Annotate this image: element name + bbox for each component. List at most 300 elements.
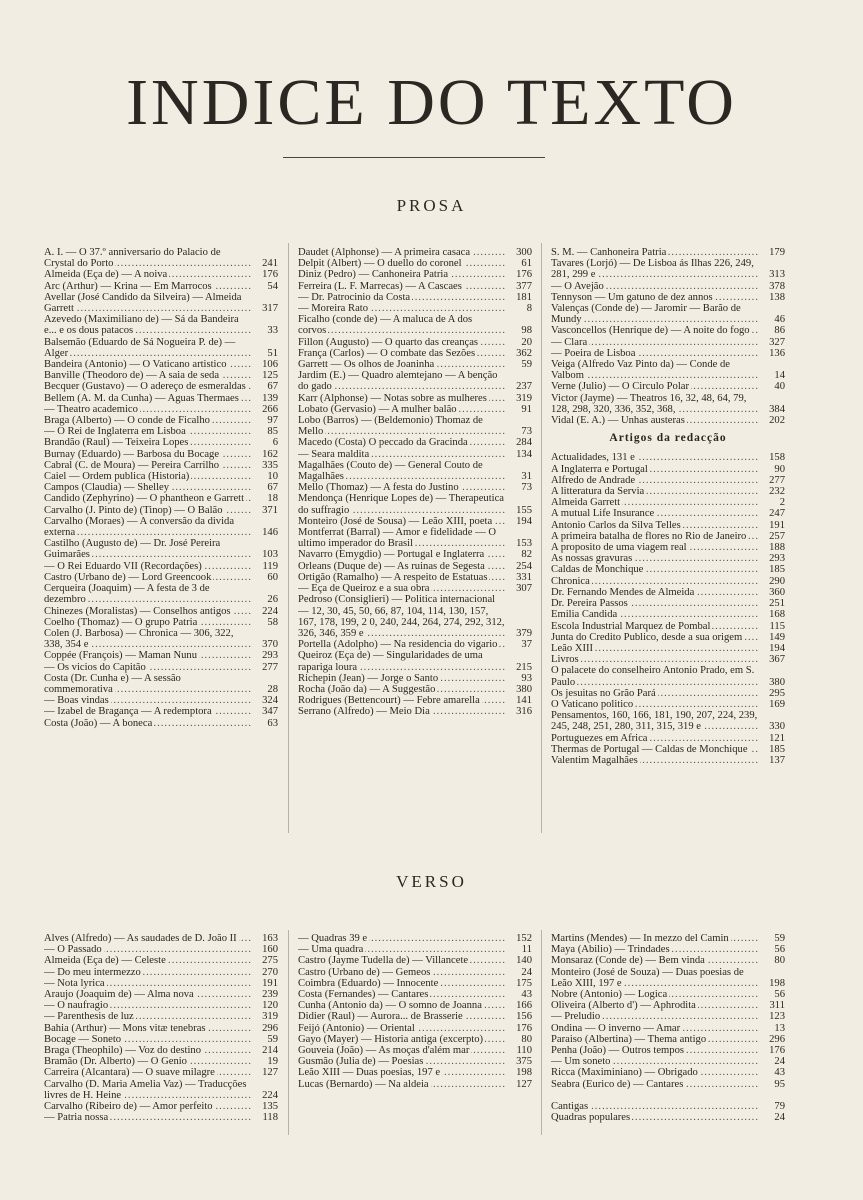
entry-page-number: 327 bbox=[769, 336, 785, 348]
entry-page-number: 79 bbox=[774, 1100, 785, 1112]
entry-title: Rodrigues (Bettencourt) — Febre amarella bbox=[298, 695, 480, 707]
entry-page-number: 28 bbox=[267, 683, 278, 695]
entry-title: Portella (Adolpho) — Na residencia do vigario bbox=[298, 639, 498, 651]
entry-page-number: 33 bbox=[267, 325, 278, 337]
entry-page-number: 24 bbox=[774, 1056, 785, 1068]
entry-page-number: 324 bbox=[262, 695, 278, 707]
entry-page-number: 139 bbox=[262, 392, 278, 404]
entry-page-number: 13 bbox=[774, 1022, 785, 1034]
index-entry bbox=[551, 621, 785, 632]
entry-page-number: 367 bbox=[769, 654, 785, 666]
entry-page-number: 95 bbox=[774, 1078, 785, 1090]
index-entry bbox=[551, 688, 785, 699]
entry-page-number: 97 bbox=[267, 415, 278, 427]
index-entry bbox=[551, 699, 785, 710]
entry-page-number: 125 bbox=[262, 370, 278, 382]
entry-title: A proposito de uma viagem real bbox=[551, 542, 687, 554]
entry-page-number: 319 bbox=[262, 1011, 278, 1023]
entry-page-number: 290 bbox=[769, 575, 785, 587]
entry-page-number: 82 bbox=[521, 549, 532, 561]
index-entry bbox=[44, 449, 278, 460]
entry-page-number: 371 bbox=[262, 504, 278, 516]
entry-title: Azevedo (Maximiliano de) — Sá da Bandeira e... e os dous patacos bbox=[44, 314, 239, 337]
entry-title: Quadras populares bbox=[551, 1112, 631, 1124]
column-divider bbox=[541, 243, 542, 833]
entry-title: — Uma quadra bbox=[298, 944, 364, 956]
entry-page-number: 380 bbox=[516, 683, 532, 695]
entry-page-number: 152 bbox=[516, 933, 532, 944]
index-entry bbox=[551, 755, 785, 766]
index-entry bbox=[551, 1023, 785, 1034]
entry-title: S. M. — Canhoneira Patria bbox=[551, 247, 667, 258]
entry-page-number: 136 bbox=[769, 347, 785, 359]
index-entry bbox=[298, 1079, 532, 1090]
entry-page-number: 60 bbox=[267, 571, 278, 583]
entry-page-number: 313 bbox=[769, 269, 785, 281]
index-entry bbox=[44, 381, 278, 392]
index-entry bbox=[44, 337, 278, 359]
index-entry bbox=[44, 650, 278, 661]
entry-title: Dr. Pereira Passos bbox=[551, 598, 628, 610]
entry-page-number: 10 bbox=[267, 471, 278, 483]
entry-page-number: 295 bbox=[769, 687, 785, 699]
entry-page-number: 120 bbox=[262, 1000, 278, 1012]
index-entry bbox=[551, 564, 785, 575]
entry-page-number: 247 bbox=[769, 508, 785, 520]
index-entry bbox=[551, 609, 785, 620]
index-entry bbox=[551, 989, 785, 1000]
column-divider bbox=[288, 243, 289, 833]
entry-page-number: 176 bbox=[516, 1022, 532, 1034]
index-entry bbox=[298, 1056, 532, 1067]
entry-page-number: 80 bbox=[774, 955, 785, 967]
entry-title: Bramão (Dr. Alberto) — O Genio bbox=[44, 1056, 187, 1068]
entry-page-number: 362 bbox=[516, 347, 532, 359]
entry-title: Nobre (Antonio) — Logica bbox=[551, 989, 668, 1001]
index-entry bbox=[44, 989, 278, 1000]
entry-page-number: 56 bbox=[774, 989, 785, 1001]
entry-page-number: 54 bbox=[267, 280, 278, 292]
index-entry bbox=[551, 497, 785, 508]
index-entry bbox=[298, 650, 532, 672]
entry-page-number: 61 bbox=[521, 258, 532, 270]
entry-title: — Do meu intermezzo bbox=[44, 966, 141, 978]
entry-title: As nossas gravuras bbox=[551, 553, 633, 565]
entry-page-number: 277 bbox=[769, 474, 785, 486]
index-entry bbox=[298, 673, 532, 684]
page-title: INDICE DO TEXTO bbox=[126, 66, 737, 139]
entry-page-number: 11 bbox=[521, 944, 532, 956]
entry-page-number: 188 bbox=[769, 542, 785, 554]
entry-title: Daudet (Alphonse) — A primeira casaca bbox=[298, 247, 471, 258]
entry-title: Dr. Fernando Mendes de Almeida bbox=[551, 586, 695, 598]
entry-title: Ficalho (conde de) — A maluca de A dos corvos bbox=[298, 314, 473, 337]
entry-title: Os jesuitas no Grão Pará bbox=[551, 687, 656, 699]
index-entry bbox=[44, 1034, 278, 1045]
index-entry bbox=[551, 733, 785, 744]
entry-title: Coppée (François) — Maman Nunu bbox=[44, 650, 197, 662]
entry-title: Jardim (E.) — Quadro alemtejano — A benção do gado bbox=[298, 370, 498, 393]
index-entry bbox=[298, 978, 532, 989]
entry-page-number: 59 bbox=[267, 1033, 278, 1045]
column-divider bbox=[288, 930, 289, 1135]
entry-title: Pensamentos, 160, 166, 181, 190, 207, 224, 239, 245, 248, 251, 280, 311, 315, 319 e bbox=[551, 710, 758, 733]
index-entry bbox=[44, 673, 278, 695]
index-entry bbox=[44, 695, 278, 706]
entry-page-number: 153 bbox=[516, 538, 532, 550]
entry-title: Rocha (João da) — A Suggestão bbox=[298, 683, 436, 695]
entry-page-number: 20 bbox=[521, 336, 532, 348]
entry-page-number: 138 bbox=[769, 291, 785, 303]
entry-title: Maya (Abilio) — Trindades bbox=[551, 944, 670, 956]
entry-page-number: 375 bbox=[516, 1056, 532, 1068]
entry-title: Escola Industrial Marquez de Pombal bbox=[551, 620, 711, 632]
index-entry bbox=[44, 482, 278, 493]
index-entry bbox=[44, 415, 278, 426]
index-entry bbox=[298, 549, 532, 560]
entry-title: Colen (J. Barbosa) — Chronica — 306, 322, 338, 354 e bbox=[44, 627, 234, 651]
entry-title: Gayo (Mayer) — Historia antiga (excerpto) bbox=[298, 1033, 484, 1045]
index-entry bbox=[551, 598, 785, 609]
entry-page-number: 311 bbox=[769, 1000, 785, 1012]
index-entry bbox=[298, 449, 532, 460]
index-entry bbox=[44, 404, 278, 415]
entry-page-number: 51 bbox=[267, 347, 278, 359]
title-divider bbox=[283, 157, 545, 158]
entry-page-number: 284 bbox=[516, 437, 532, 449]
entry-title: Becquer (Gustavo) — O adereço de esmeraldas bbox=[44, 381, 246, 393]
entry-title: Verne (Julio) — O Circulo Polar bbox=[551, 381, 689, 393]
index-entry bbox=[44, 269, 278, 280]
index-entry bbox=[44, 662, 278, 673]
entry-page-number: 2 bbox=[779, 497, 785, 509]
entry-page-number: 181 bbox=[516, 291, 532, 303]
entry-page-number: 18 bbox=[267, 493, 278, 505]
index-entry bbox=[298, 583, 532, 594]
entry-page-number: 110 bbox=[516, 1045, 532, 1057]
entry-page-number: 176 bbox=[262, 269, 278, 281]
index-entry bbox=[551, 520, 785, 531]
index-entry bbox=[298, 572, 532, 583]
entry-title: Campos (Claudia) — Shelley bbox=[44, 482, 170, 494]
entry-title: Navarro (Emygdio) — Portugal e Inglaterra bbox=[298, 549, 485, 561]
entry-page-number: 214 bbox=[262, 1045, 278, 1057]
entry-title: — Poeira de Lisboa bbox=[551, 347, 636, 359]
index-entry bbox=[551, 955, 785, 966]
entry-title: Almeida (Eça de) — Celeste bbox=[44, 955, 166, 967]
entry-page-number: 316 bbox=[516, 706, 532, 718]
index-entry bbox=[551, 553, 785, 564]
entry-title: Tavares (Lorjó) — De Lisboa ás Ilhas 226, 249, 281, 299 e bbox=[551, 258, 754, 281]
entry-title: Chronica bbox=[551, 575, 590, 587]
entry-title: Gusmão (Julia de) — Poesias bbox=[298, 1056, 424, 1068]
entry-page-number: 202 bbox=[769, 415, 785, 427]
entry-page-number: 293 bbox=[262, 650, 278, 662]
index-entry bbox=[298, 370, 532, 392]
entry-title: Monsaraz (Conde de) — Bem vinda bbox=[551, 955, 705, 967]
index-entry bbox=[44, 505, 278, 516]
entry-title: Avellar (José Candido da Silveira) — Almeida Garrett bbox=[44, 291, 242, 315]
index-entry bbox=[551, 258, 785, 280]
entry-page-number: 118 bbox=[262, 1112, 278, 1124]
entry-title: Pedroso (Consiglieri) — Politica internacional — 12, 30, 45, 50, 66, 87, 104, 114, 130, 157, 167, 178, 199, 2 0, 240, 244, 264, 274, 292, 312, 326, 346, 359 e bbox=[298, 594, 505, 639]
entry-title: Portuguezes em Africa bbox=[551, 732, 648, 744]
entry-page-number: 134 bbox=[516, 448, 532, 460]
verso-column-3 bbox=[551, 933, 785, 1123]
index-entry bbox=[44, 247, 278, 269]
entry-title: Candido (Zephyrino) — O phantheon e Garrett bbox=[44, 493, 245, 505]
index-entry bbox=[298, 314, 532, 336]
entry-page-number: 179 bbox=[769, 247, 785, 258]
index-entry bbox=[298, 460, 532, 482]
entry-page-number: 141 bbox=[516, 695, 532, 707]
entry-title: Valentim Magalhães bbox=[551, 754, 638, 766]
entry-title: Orleans (Duque de) — As ruinas de Segesta bbox=[298, 560, 485, 572]
index-entry bbox=[551, 933, 785, 944]
index-entry bbox=[298, 303, 532, 314]
index-entry bbox=[44, 370, 278, 381]
entry-page-number: 317 bbox=[262, 303, 278, 315]
index-entry bbox=[298, 482, 532, 493]
index-entry bbox=[551, 1000, 785, 1011]
entry-title: — Moreira Rato bbox=[298, 303, 369, 315]
entry-title: Junta do Credito Publico, desde a sua origem bbox=[551, 631, 743, 643]
index-entry bbox=[551, 587, 785, 598]
entry-page-number: 160 bbox=[262, 944, 278, 956]
entry-title: Alves (Alfredo) — As saudades de D. João II bbox=[44, 933, 237, 944]
index-entry bbox=[551, 475, 785, 486]
entry-page-number: 63 bbox=[267, 717, 278, 729]
entry-title: Coimbra (Eduardo) — Innocente bbox=[298, 977, 439, 989]
entry-title: Coelho (Thomaz) — O grupo Patria bbox=[44, 616, 198, 628]
entry-page-number: 106 bbox=[262, 359, 278, 371]
verso-column-1 bbox=[44, 933, 278, 1123]
entry-page-number: 6 bbox=[272, 437, 278, 449]
index-entry bbox=[551, 348, 785, 359]
entry-page-number: 93 bbox=[521, 672, 532, 684]
index-entry bbox=[551, 1090, 785, 1101]
index-entry bbox=[551, 1101, 785, 1112]
index-entry bbox=[298, 437, 532, 448]
entry-title: Lucas (Bernardo) — Na aldeia bbox=[298, 1078, 429, 1090]
prosa-column-3 bbox=[551, 247, 785, 766]
index-entry bbox=[44, 1056, 278, 1067]
entry-title: — Seara maldita bbox=[298, 448, 370, 460]
entry-title: Queiroz (Eça de) — Singularidades de uma rapariga loura bbox=[298, 650, 483, 673]
entry-title: Vasconcellos (Henrique de) — A noite do fogo bbox=[551, 325, 750, 337]
entry-title: Castro (Urbano de) — Gemeos bbox=[298, 966, 431, 978]
entry-title: Bandeira (Antonio) — O Vaticano artistico bbox=[44, 359, 227, 371]
entry-page-number: 330 bbox=[769, 721, 785, 733]
index-entry bbox=[551, 967, 785, 989]
entry-title: Banville (Theodoro de) — A saia de seda bbox=[44, 370, 220, 382]
index-entry bbox=[551, 393, 785, 415]
index-entry bbox=[298, 292, 532, 303]
entry-title: Ferreira (L. F. Marrecas) — A Cascaes bbox=[298, 280, 462, 292]
index-entry bbox=[44, 1011, 278, 1022]
section-heading-verso: VERSO bbox=[396, 872, 467, 891]
index-entry bbox=[551, 1079, 785, 1090]
entry-page-number: 293 bbox=[769, 553, 785, 565]
entry-page-number: 67 bbox=[267, 381, 278, 393]
index-entry bbox=[551, 508, 785, 519]
index-entry bbox=[551, 452, 785, 463]
entry-title: Seabra (Eurico de) — Cantares bbox=[551, 1078, 684, 1090]
index-entry bbox=[551, 576, 785, 587]
index-entry bbox=[551, 486, 785, 497]
entry-page-number: 24 bbox=[774, 1112, 785, 1124]
index-entry bbox=[298, 594, 532, 639]
entry-title: Gouveia (João) — As moças d'além mar bbox=[298, 1045, 470, 1057]
entry-page-number: 67 bbox=[267, 482, 278, 494]
entry-title: Arc (Arthur) — Krina — Em Marrocos bbox=[44, 280, 212, 292]
index-entry bbox=[298, 706, 532, 717]
index-entry bbox=[298, 1067, 532, 1078]
index-entry bbox=[44, 314, 278, 336]
index-entry bbox=[551, 359, 785, 381]
entry-page-number: 176 bbox=[769, 1045, 785, 1057]
entry-title: — O Rei de Inglaterra em Lisboa bbox=[44, 426, 186, 438]
entry-title: Antonio Carlos da Silva Telles bbox=[551, 519, 681, 531]
index-entry bbox=[298, 967, 532, 978]
entry-title: Carvalho (J. Pinto de) (Tinop) — O Balão bbox=[44, 504, 223, 516]
entry-title: Carvalho (Moraes) — A conversão da divida externa bbox=[44, 515, 235, 539]
index-entry bbox=[44, 572, 278, 583]
entry-page-number: 90 bbox=[774, 463, 785, 475]
index-entry bbox=[551, 710, 785, 732]
entry-title: Castro (Jayme Tudella de) — Villancete bbox=[298, 955, 469, 967]
entry-title: Diniz (Pedro) — Canhoneira Patria bbox=[298, 269, 449, 281]
entry-title: Braga (Theophilo) — Voz do destino bbox=[44, 1045, 202, 1057]
entry-page-number: 86 bbox=[774, 325, 785, 337]
entry-title: Leão XIII — Duas poesias, 197 e bbox=[298, 1067, 441, 1079]
entry-title: A Inglaterra e Portugal bbox=[551, 463, 648, 475]
entry-title: Braga (Alberto) — O conde de Ficalho bbox=[44, 415, 210, 427]
entry-title: — Parenthesis de luz bbox=[44, 1011, 134, 1023]
index-entry bbox=[44, 1067, 278, 1078]
entry-page-number: 31 bbox=[521, 471, 532, 483]
index-entry bbox=[551, 337, 785, 348]
index-entry bbox=[298, 1000, 532, 1011]
index-entry bbox=[44, 1023, 278, 1034]
entry-page-number: 19 bbox=[267, 1056, 278, 1068]
entry-title: Caiel — Ordem publica (Historia) bbox=[44, 471, 190, 483]
entry-page-number: 168 bbox=[769, 609, 785, 621]
index-entry bbox=[551, 1034, 785, 1045]
entry-title: Penha (João) — Outros tempos bbox=[551, 1045, 684, 1057]
entry-title: Cerqueira (Joaquim) — A festa de 3 de dezembro bbox=[44, 583, 210, 606]
index-entry bbox=[44, 1101, 278, 1112]
entry-title: — Clara bbox=[551, 336, 588, 348]
index-entry bbox=[551, 1045, 785, 1056]
index-entry bbox=[551, 1056, 785, 1067]
index-entry bbox=[551, 1067, 785, 1078]
entry-title: — O naufragio bbox=[44, 1000, 109, 1012]
entry-page-number: 257 bbox=[769, 530, 785, 542]
entry-title: Ricca (Maximiniano) — Obrigado bbox=[551, 1067, 698, 1079]
index-entry bbox=[44, 471, 278, 482]
entry-title: Carvalho (D. Maria Amelia Vaz) — Traducções livres de H. Heine bbox=[44, 1078, 247, 1101]
entry-title: A primeira batalha de flores no Rio de Janeiro bbox=[551, 530, 747, 542]
entry-page-number: 43 bbox=[521, 989, 532, 1001]
index-entry bbox=[44, 460, 278, 471]
entry-page-number: 275 bbox=[262, 955, 278, 967]
entry-title: Garrett — Os olhos de Joaninha bbox=[298, 359, 435, 371]
entry-page-number: 335 bbox=[262, 459, 278, 471]
entry-title: Burnay (Eduardo) — Barbosa du Bocage bbox=[44, 448, 220, 460]
entry-page-number: 73 bbox=[521, 426, 532, 438]
entry-title: Livros bbox=[551, 654, 579, 666]
entry-page-number: 43 bbox=[774, 1067, 785, 1079]
index-entry bbox=[551, 381, 785, 392]
entry-title: Paraiso (Albertina) — Thema antigo bbox=[551, 1033, 707, 1045]
entry-title: Vidal (E. A.) — Unhas austeras bbox=[551, 415, 685, 427]
entry-page-number: 137 bbox=[769, 754, 785, 766]
section-heading-prosa: PROSA bbox=[396, 196, 467, 215]
entry-page-number: 115 bbox=[769, 620, 785, 632]
index-entry bbox=[44, 944, 278, 955]
entry-page-number: 59 bbox=[521, 359, 532, 371]
index-entry bbox=[44, 706, 278, 717]
entry-title: — Os vicios do Capitão bbox=[44, 661, 146, 673]
entry-title: Richepin (Jean) — Jorge o Santo bbox=[298, 672, 439, 684]
entry-title: — O Passado bbox=[44, 944, 102, 956]
entry-title: Macedo (Costa) O peccado da Gracinda bbox=[298, 437, 468, 449]
index-entry bbox=[44, 978, 278, 989]
entry-page-number: 80 bbox=[521, 1033, 532, 1045]
entry-title: Mello (Thomaz) — A festa do Justino bbox=[298, 482, 459, 494]
index-entry bbox=[551, 542, 785, 553]
index-entry bbox=[551, 944, 785, 955]
entry-page-number: 73 bbox=[521, 482, 532, 494]
entry-title: Costa (Dr. Cunha e) — A sessão commemorativa bbox=[44, 672, 181, 695]
entry-page-number: 85 bbox=[267, 426, 278, 438]
entry-title: Araujo (Joaquim de) — Alma nova bbox=[44, 989, 194, 1001]
index-entry bbox=[551, 531, 785, 542]
entry-page-number: 24 bbox=[521, 966, 532, 978]
index-entry bbox=[44, 583, 278, 605]
index-entry bbox=[551, 464, 785, 475]
entry-page-number: 185 bbox=[769, 743, 785, 755]
entry-title: — O Avejão bbox=[551, 280, 604, 292]
index-entry bbox=[44, 933, 278, 944]
entry-title: — Patria nossa bbox=[44, 1112, 109, 1124]
entry-title: — Um soneto bbox=[551, 1056, 611, 1068]
entry-title: Almeida (Eça de) — A noiva bbox=[44, 269, 168, 281]
entry-title: Thermas de Portugal — Caldas de Monchique bbox=[551, 743, 748, 755]
entry-page-number: 224 bbox=[262, 1089, 278, 1101]
index-entry bbox=[298, 247, 532, 258]
entry-page-number: 194 bbox=[516, 515, 532, 527]
entry-page-number: 162 bbox=[262, 448, 278, 460]
entry-title: Valenças (Conde de) — Jaromir — Barão de Mundy bbox=[551, 303, 741, 326]
entry-title: Martins (Mendes) — In mezzo del Camin bbox=[551, 933, 729, 944]
entry-page-number: 198 bbox=[516, 1067, 532, 1079]
entry-page-number: 140 bbox=[516, 955, 532, 967]
entry-title: Lobato (Gervasio) — A mulher balão bbox=[298, 403, 457, 415]
entry-title: Cunha (Antonio da) — O somno de Joanna bbox=[298, 1000, 482, 1012]
entry-title: Cabral (C. de Moura) — Pereira Carrilho bbox=[44, 459, 220, 471]
index-entry bbox=[551, 1011, 785, 1022]
entry-page-number: 185 bbox=[769, 564, 785, 576]
index-entry bbox=[298, 527, 532, 549]
entry-title: Karr (Alphonse) — Notas sobre as mulheres bbox=[298, 392, 487, 404]
entry-page-number: 26 bbox=[267, 594, 278, 606]
entry-title: — Eça de Queiroz e a sua obra bbox=[298, 583, 430, 595]
entry-page-number: 232 bbox=[769, 486, 785, 498]
entry-page-number: 319 bbox=[516, 392, 532, 404]
index-entry bbox=[298, 258, 532, 269]
